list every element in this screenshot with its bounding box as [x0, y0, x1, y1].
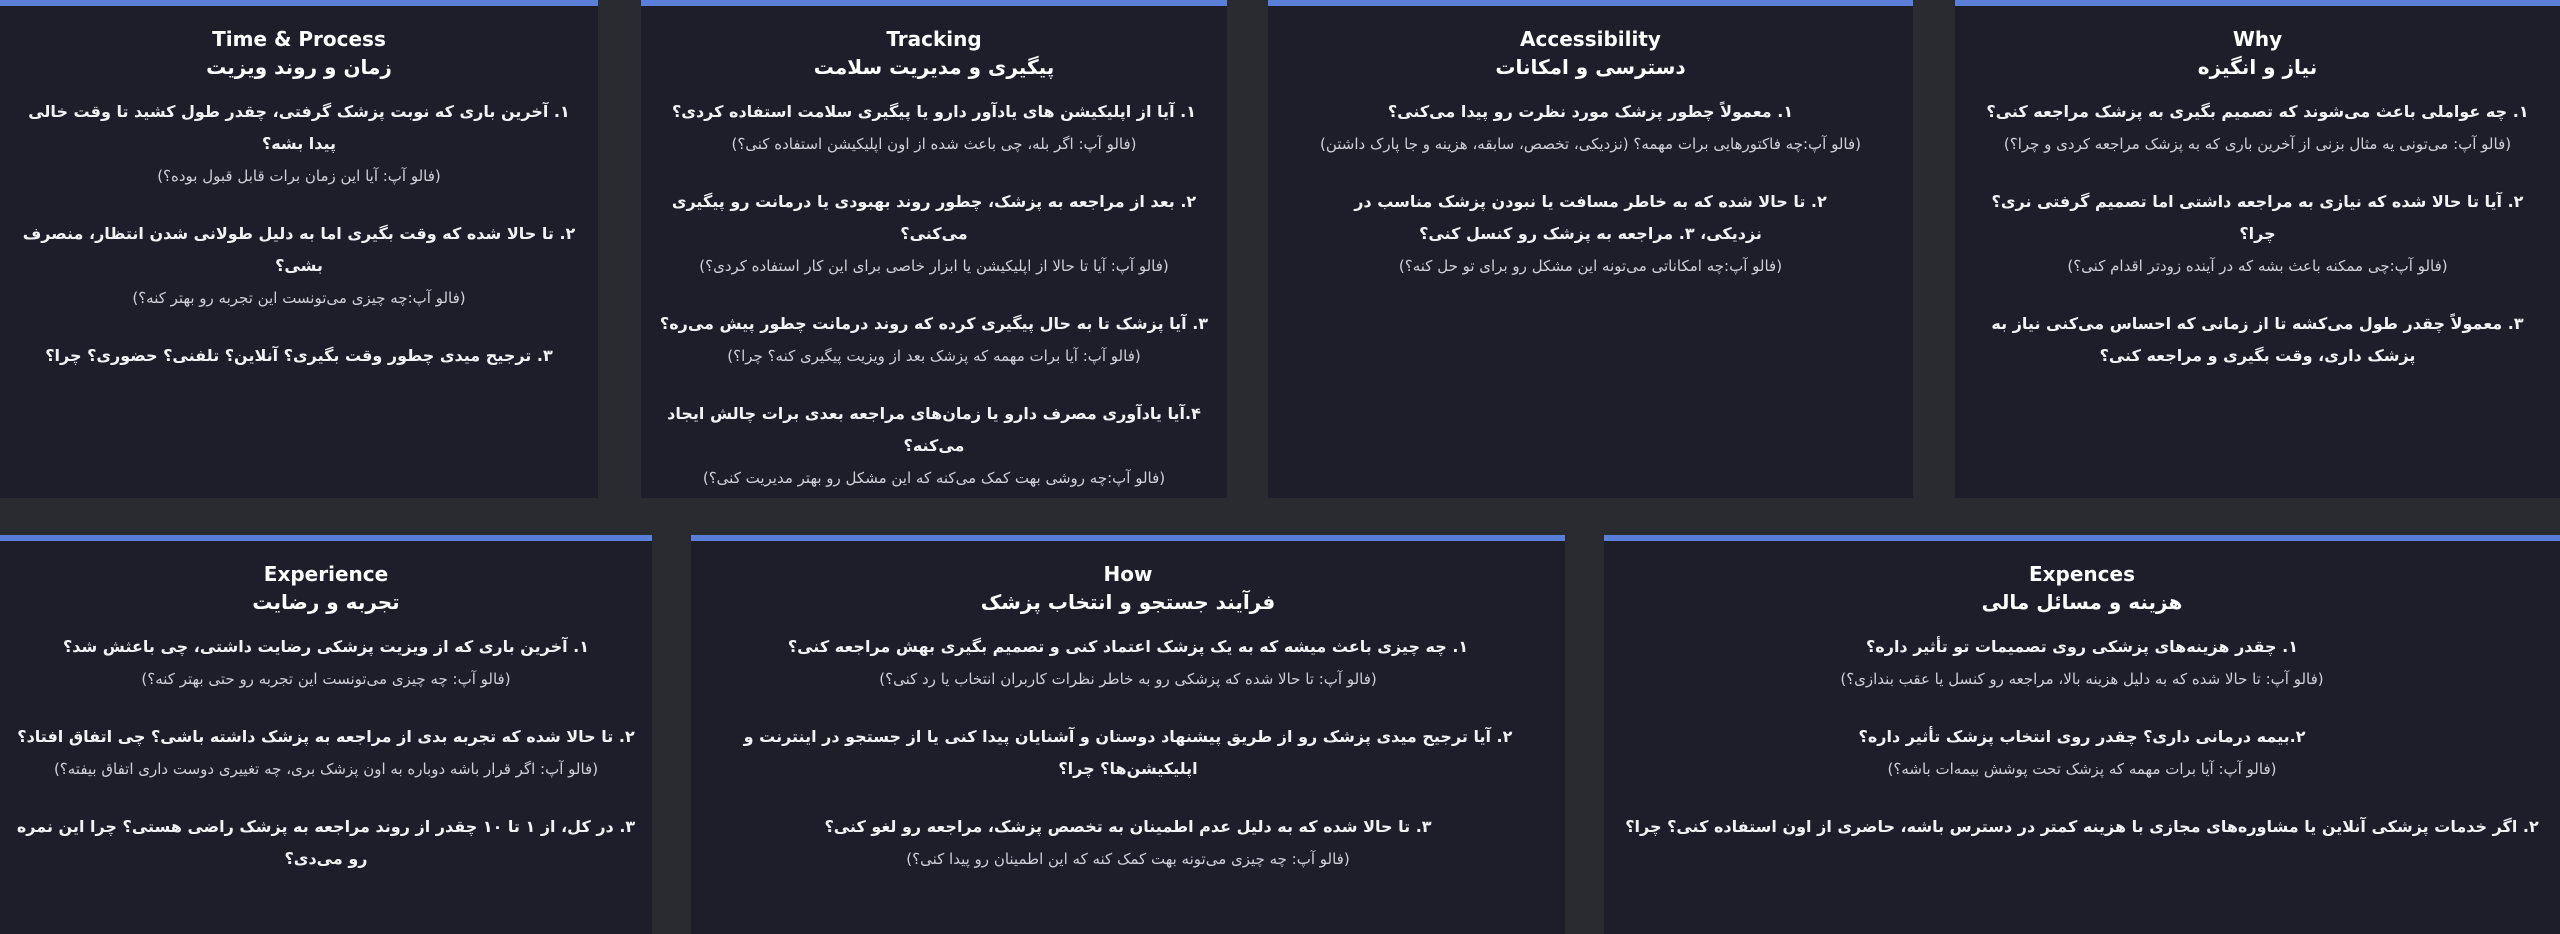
question-item [1620, 721, 2544, 785]
follow-up-text: (فالو آپ: آیا برات مهمه که پزشک تحت پوشش بیمه‌ات باشه؟) [1887, 760, 2277, 778]
question-text: ۳. در کل، از ۱ تا ۱۰ چقدر از روند مراجعه به پزشک راضی هستی؟ چرا این نمره رو می‌دی؟ [16, 817, 636, 868]
follow-up-text: (فالو آپ: چه چیزی می‌تونست این تجربه رو حتی بهتر کنه؟) [141, 670, 511, 688]
question-item [16, 811, 636, 875]
question-text: ۱. آیا از اپلیکیشن های یادآور دارو یا پیگیری سلامت استفاده کردی؟ [672, 102, 1196, 121]
follow-up-text: (فالو آپ:چه فاکتورهایی برات مهمه؟ (نزدیکی، تخصص، سابقه، هزینه و جا پارک داشتن) [1319, 135, 1861, 153]
follow-up-text: (فالو آپ:چی ممکنه باعث بشه که در آینده زودتر اقدام کنی؟) [2067, 257, 2448, 275]
card-title-fa: دسترسی و امکانات [1495, 55, 1686, 79]
question-text: ۱. آخرین باری که نوبت پزشک گرفتی، چقدر طول کشید تا وقت خالی پیدا بشه؟ [28, 102, 570, 153]
follow-up-text: (فالو آپ:چه روشی بهت کمک می‌کنه که این مشکل رو بهتر مدیریت کنی؟) [702, 469, 1166, 487]
question-text: ۱. معمولاً چطور پزشک مورد نظرت رو پیدا می‌کنی؟ [1387, 102, 1794, 121]
question-text: ۳. معمولاً چقدر طول می‌کشه تا از زمانی که احساس می‌کنی نیاز به پزشک داری، وقت بگیری و مراجعه کنی؟ [1991, 314, 2524, 365]
follow-up-text: (فالو آپ: اگر قرار باشه دوباره به اون پزشک بری، چه تغییری دوست داری اتفاق بیفته؟) [53, 760, 599, 778]
follow-up-text: (فالو آپ: آیا تا حالا از اپلیکیشن یا ابزار خاصی برای این کار استفاده کردی؟) [699, 257, 1169, 275]
card-title-fa: فرآیند جستجو و انتخاب پزشک [980, 590, 1276, 614]
question-item [1971, 96, 2544, 160]
question-text: ۲. تا حالا شده که به خاطر مسافت یا نبودن پزشک مناسب در نزدیکی، ۳. مراجعه به پزشک رو کنسل کنی؟ [1354, 192, 1827, 243]
card-how [691, 535, 1565, 934]
follow-up-text: (فالو آپ:چه چیزی می‌تونست این تجربه رو بهتر کنه؟) [132, 289, 466, 307]
question-text: ۲.بیمه درمانی داری؟ چقدر روی انتخاب پزشک تأثیر داره؟ [1858, 727, 2306, 746]
question-text: ۲. آیا تا حالا شده که نیازی به مراجعه داشتی اما تصمیم گرفتی نری؟ چرا؟ [1991, 192, 2524, 243]
follow-up-text: (فالو آپ: تا حالا شده که به دلیل هزینه بالا، مراجعه رو کنسل یا عقب بندازی؟) [1840, 670, 2324, 688]
card-title-fa: نیاز و انگیزه [2197, 55, 2318, 79]
card-title-fa: تجربه و رضایت [252, 590, 400, 614]
card-title-fa: زمان و روند ویزیت [206, 55, 392, 79]
question-item [1284, 96, 1897, 160]
card-title-en: Expences [2028, 562, 2135, 586]
question-item [657, 308, 1211, 372]
card-accessibility [1268, 0, 1913, 498]
question-item [16, 631, 636, 695]
card-title-en: How [1103, 562, 1153, 586]
question-item [1284, 186, 1897, 282]
question-text: ۲. اگر خدمات پزشکی آنلاین یا مشاوره‌های مجازی با هزینه کمتر در دسترس باشه، حاضری از اون استفاده کنی؟ چرا؟ [1625, 817, 2539, 836]
question-item [16, 218, 582, 314]
question-item [657, 398, 1211, 494]
card-title-en: Experience [263, 562, 389, 586]
question-item [1971, 308, 2544, 372]
question-item [707, 631, 1549, 695]
question-text: ۳. ترجیح میدی چطور وقت بگیری؟ آنلاین؟ تلفنی؟ حضوری؟ چرا؟ [45, 346, 553, 365]
question-item [16, 96, 582, 192]
follow-up-text: (فالو آپ:چه امکاناتی می‌تونه این مشکل رو برای تو حل کنه؟) [1398, 257, 1783, 275]
card-title-fa: هزینه و مسائل مالی [1981, 590, 2183, 614]
card-why [1955, 0, 2560, 498]
follow-up-text: (فالو آپ: چه چیزی می‌تونه بهت کمک کنه که این اطمینان رو پیدا کنی؟) [906, 850, 1350, 868]
question-item [657, 96, 1211, 160]
question-item [1971, 186, 2544, 282]
card-title-en: Accessibility [1520, 27, 1661, 51]
follow-up-text: (فالو آپ: آیا برات مهمه که پزشک بعد از ویزیت پیگیری کنه؟ چرا؟) [727, 347, 1141, 365]
question-text: ۲. بعد از مراجعه به پزشک، چطور روند بهبودی یا درمانت رو پیگیری می‌کنی؟ [671, 192, 1197, 243]
question-text: ۴.آیا یادآوری مصرف دارو یا زمان‌های مراجعه بعدی برات چالش ایجاد می‌کنه؟ [667, 404, 1201, 455]
follow-up-text: (فالو آپ: می‌تونی یه مثال بزنی از آخرین باری که به پزشک مراجعه کردی و چرا؟) [2003, 135, 2512, 153]
question-text: ۱. چه عواملی باعث می‌شوند که تصمیم بگیری به پزشک مراجعه کنی؟ [1986, 102, 2529, 121]
question-item [1620, 811, 2544, 843]
question-item [16, 721, 636, 785]
card-experience [0, 535, 652, 934]
question-text: ۲. تا حالا شده که وقت بگیری اما به دلیل طولانی شدن انتظار، منصرف بشی؟ [22, 224, 576, 275]
question-text: ۲. تا حالا شده که تجربه بدی از مراجعه به پزشک داشته باشی؟ چی اتفاق افتاد؟ [17, 727, 635, 746]
question-item [707, 721, 1549, 785]
question-text: ۱. چقدر هزینه‌های پزشکی روی تصمیمات تو تأثیر داره؟ [1866, 637, 2298, 656]
question-item [1620, 631, 2544, 695]
question-item [707, 811, 1549, 875]
card-expences [1604, 535, 2560, 934]
follow-up-text: (فالو آپ: آیا این زمان برات قابل قبول بوده؟) [157, 167, 441, 185]
follow-up-text: (فالو آپ: اگر بله، چی باعث شده از اون اپلیکیشن استفاده کنی؟) [731, 135, 1137, 153]
card-tracking [641, 0, 1227, 498]
question-item [657, 186, 1211, 282]
question-text: ۳. آیا پزشک تا به حال پیگیری کرده که روند درمانت چطور پیش می‌ره؟ [659, 314, 1209, 333]
card-title-en: Time & Process [212, 27, 386, 51]
card-title-fa: پیگیری و مدیریت سلامت [813, 55, 1055, 79]
card-title-en: Tracking [886, 27, 982, 51]
question-text: ۲. آیا ترجیح میدی پزشک رو از طریق پیشنهاد دوستان و آشنایان پیدا کنی یا از جستجو در اینترنت و اپلیکیشن‌ها؟ چرا؟ [743, 727, 1513, 778]
question-item [16, 340, 582, 372]
follow-up-text: (فالو آپ: تا حالا شده که پزشکی رو به خاطر نظرات کاربران انتخاب یا رد کنی؟) [879, 670, 1377, 688]
question-text: ۱. آخرین باری که از ویزیت پزشکی رضایت داشتی، چی باعثش شد؟ [62, 637, 590, 656]
question-text: ۳. تا حالا شده که به دلیل عدم اطمینان به تخصص پزشک، مراجعه رو لغو کنی؟ [824, 817, 1432, 836]
question-text: ۱. چه چیزی باعث میشه که به یک پزشک اعتماد کنی و تصمیم بگیری بهش مراجعه کنی؟ [787, 637, 1469, 656]
card-title-en: Why [2232, 27, 2283, 51]
card-time-process [0, 0, 598, 498]
